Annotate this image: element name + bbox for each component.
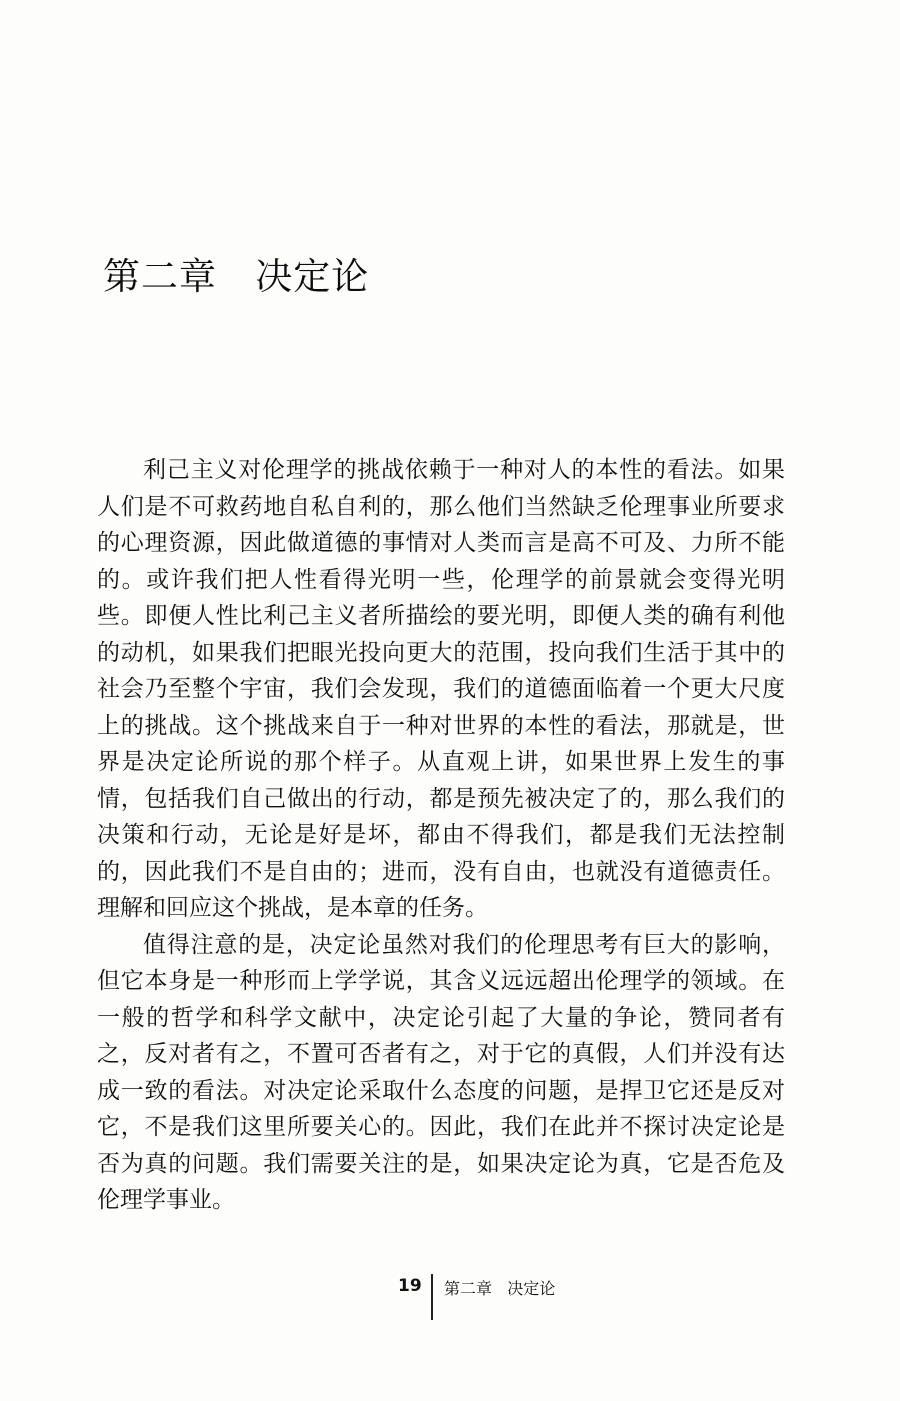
page-footer xyxy=(0,1270,900,1320)
page-number: 19 xyxy=(398,1276,422,1296)
chapter-title: 第二章 决定论 xyxy=(103,255,370,298)
footer-divider xyxy=(431,1274,433,1320)
body-text xyxy=(97,452,785,1219)
running-head: 第二章 决定论 xyxy=(444,1279,556,1298)
paragraph: 利己主义对伦理学的挑战依赖于一种对人的本性的看法。如果人们是不可救药地自私自利的，那么他们当然缺乏伦理事业所要求的心理资源，因此做道德的事情对人类而言是高不可及、力所不能的。或许我们把人性看得光明一些，伦理学的前景就会变得光明些。即便人性比利己主义者所描绘的要光明，即便人类的确有利他的动机，如果我们把眼光投向更大的范围，投向我们生活于其中的社会乃至整个宇宙，我们会发现，我们的道德面临着一个更大尺度上的挑战。这个挑战来自于一种对世界的本性的看法，那就是，世界是决定论所说的那个样子。从直观上讲，如果世界上发生的事情，包括我们自己做出的行动，都是预先被决定了的，那么我们的决策和行动，无论是好是坏，都由不得我们，都是我们无法控制的，因此我们不是自由的；进而，没有自由，也就没有道德责任。理解和回应这个挑战，是本章的任务。 xyxy=(97,457,785,921)
paragraph: 值得注意的是，决定论虽然对我们的伦理思考有巨大的影响，但它本身是一种形而上学学说，其含义远远超出伦理学的领域。在一般的哲学和科学文献中，决定论引起了大量的争论，赞同者有之，反对者有之，不置可否者有之，对于它的真假，人们并没有达成一致的看法。对决定论采取什么态度的问题，是捍卫它还是反对它，不是我们这里所要关心的。因此，我们在此并不探讨决定论是否为真的问题。我们需要关注的是，如果决定论为真，它是否危及伦理学事业。 xyxy=(97,931,785,1213)
